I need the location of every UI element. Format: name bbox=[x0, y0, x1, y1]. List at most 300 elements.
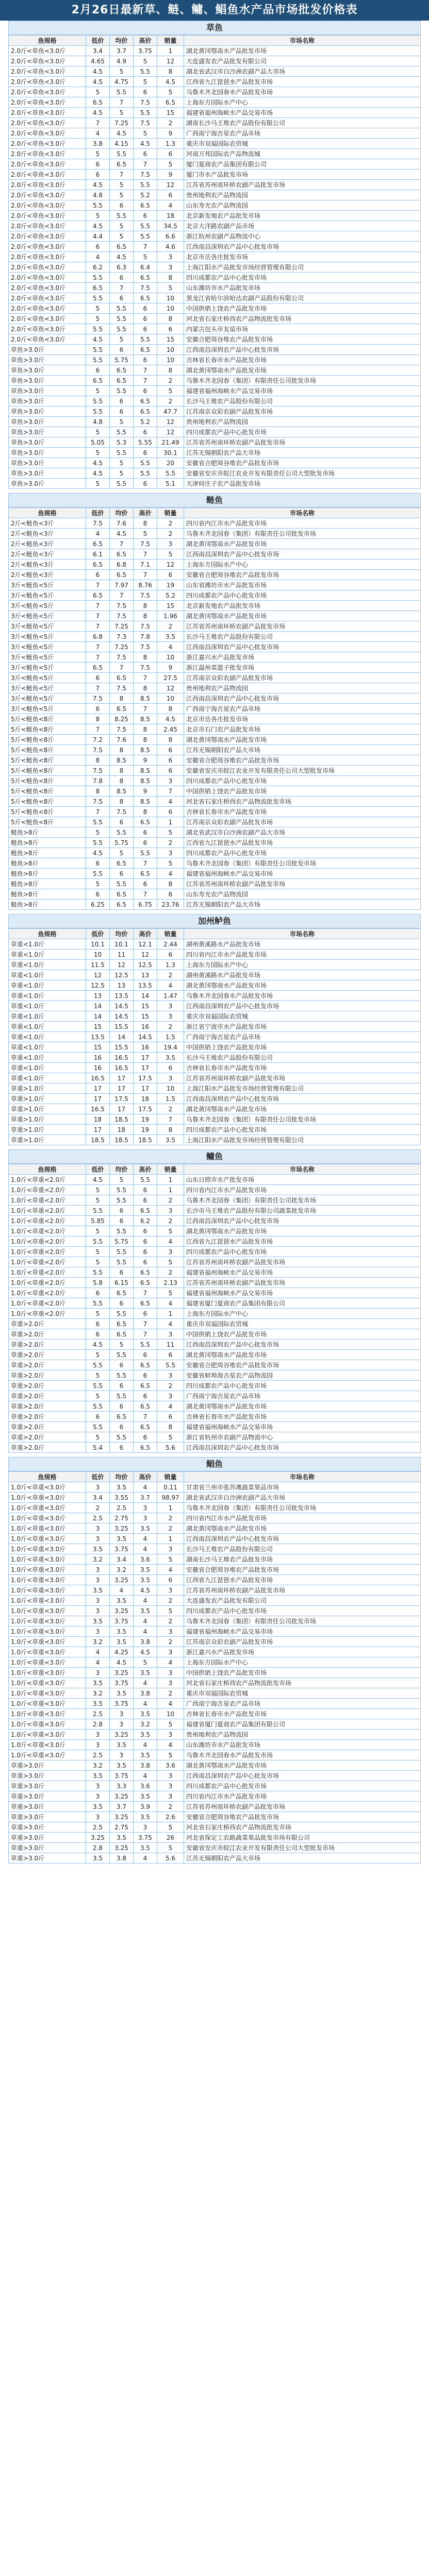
table-cell: 8 bbox=[110, 776, 134, 786]
table-cell: 1.0斤<草重<3.0斤 bbox=[9, 1534, 86, 1544]
section-title: 鳙鱼 bbox=[8, 1149, 421, 1164]
market-cell: 四川成都农产品中心批发市场 bbox=[184, 1606, 421, 1616]
column-header: 鱼规格 bbox=[9, 1164, 86, 1175]
table-row bbox=[9, 87, 421, 97]
table-cell: 4.8 bbox=[86, 417, 110, 427]
table-cell: 6.5 bbox=[110, 1329, 134, 1340]
section-3 bbox=[8, 1149, 421, 1453]
table-cell: 3.9 bbox=[134, 1802, 157, 1812]
market-cell: 上海东方国际水产中心 bbox=[184, 1309, 421, 1319]
table-row bbox=[9, 1350, 421, 1360]
table-cell: 19 bbox=[134, 1114, 157, 1125]
table-cell: 18 bbox=[157, 211, 184, 221]
table-cell: 5 bbox=[86, 1350, 110, 1360]
table-cell: 草重>1.0斤 bbox=[9, 1094, 86, 1104]
table-row bbox=[9, 960, 421, 970]
column-header: 销量 bbox=[157, 1472, 184, 1482]
table-cell: 3斤<鲢鱼<5斤 bbox=[9, 683, 86, 693]
table-cell: 16.5 bbox=[110, 1053, 134, 1063]
table-cell: 5 bbox=[86, 314, 110, 324]
table-cell: 2.0斤<草鱼<3.0斤 bbox=[9, 190, 86, 200]
table-cell: 5 bbox=[134, 77, 157, 87]
table-cell: 8 bbox=[157, 879, 184, 889]
table-cell: 12 bbox=[157, 560, 184, 570]
table-cell: 16 bbox=[134, 1022, 157, 1032]
market-cell: 湖北省武汉市白沙洲农副产品大市场 bbox=[184, 827, 421, 838]
table-cell: 草重<1.0斤 bbox=[9, 1073, 86, 1083]
market-cell: 北京大洋路农副产品市场 bbox=[184, 221, 421, 231]
table-cell: 6 bbox=[134, 303, 157, 314]
table-cell: 6.5 bbox=[86, 97, 110, 108]
market-cell: 上海东方国际水产中心 bbox=[184, 560, 421, 570]
table-cell: 2.0斤<草鱼<3.0斤 bbox=[9, 180, 86, 190]
table-cell: 5 bbox=[134, 128, 157, 139]
table-cell: 草重>1.0斤 bbox=[9, 1104, 86, 1114]
market-cell: 广西南宁海吉星农产品市场 bbox=[184, 1391, 421, 1401]
table-cell: 16 bbox=[86, 1063, 110, 1073]
table-cell: 7 bbox=[134, 1329, 157, 1340]
table-cell: 5 bbox=[110, 417, 134, 427]
table-cell: 7.5 bbox=[86, 518, 110, 529]
table-row bbox=[9, 1760, 421, 1771]
column-header: 均价 bbox=[110, 1472, 134, 1482]
table-cell: 5斤<鲢鱼<8斤 bbox=[9, 786, 86, 796]
table-cell: 5.5 bbox=[86, 1267, 110, 1278]
market-cell: 安徽省安庆市皖江农业开发有限责任公司大型批发市场 bbox=[184, 1843, 421, 1853]
table-cell: 1.0斤<草重<3.0斤 bbox=[9, 1750, 86, 1760]
header-row bbox=[9, 1164, 421, 1175]
table-cell: 3.75 bbox=[110, 1699, 134, 1709]
table-cell: 5.5 bbox=[134, 180, 157, 190]
table-row bbox=[9, 766, 421, 776]
table-row bbox=[9, 838, 421, 848]
table-row bbox=[9, 1482, 421, 1493]
table-cell: 17 bbox=[86, 1094, 110, 1104]
table-row bbox=[9, 458, 421, 468]
table-row bbox=[9, 642, 421, 652]
table-cell: 16.5 bbox=[110, 1063, 134, 1073]
table-cell: 6.5 bbox=[134, 396, 157, 406]
market-cell: 江苏省苏州南环桥农副产品批发市场 bbox=[184, 1585, 421, 1596]
table-cell: 6.2 bbox=[134, 1216, 157, 1226]
table-cell: 2 bbox=[157, 1688, 184, 1699]
table-cell: 6 bbox=[110, 406, 134, 417]
market-cell: 河北省石家庄桥西农产品物流批发市场 bbox=[184, 1678, 421, 1688]
table-cell: 4.25 bbox=[110, 1647, 134, 1657]
table-cell: 草鱼>3.0斤 bbox=[9, 479, 86, 489]
table-cell: 2斤<鲢鱼<3斤 bbox=[9, 529, 86, 539]
table-cell: 3 bbox=[86, 1791, 110, 1802]
market-cell: 吉林省长春市水产品批发市场 bbox=[184, 1412, 421, 1422]
table-cell: 1.0斤<草重<3.0斤 bbox=[9, 1719, 86, 1730]
table-cell: 3.25 bbox=[110, 1812, 134, 1822]
column-header: 低价 bbox=[86, 1472, 110, 1482]
table-cell: 6.5 bbox=[134, 1206, 157, 1216]
column-header: 均价 bbox=[110, 508, 134, 518]
table-cell: 3.5 bbox=[134, 1523, 157, 1534]
table-cell: 3.5 bbox=[157, 632, 184, 642]
market-cell: 乌鲁木齐北园春（集团）有限责任公司批发市场 bbox=[184, 1616, 421, 1626]
table-cell: 2斤<鲢鱼<3斤 bbox=[9, 518, 86, 529]
table-cell: 4 bbox=[134, 1616, 157, 1626]
table-cell: 3 bbox=[157, 1391, 184, 1401]
table-cell: 草重<1.0斤 bbox=[9, 1022, 86, 1032]
table-cell: 6.5 bbox=[134, 1381, 157, 1391]
table-cell: 3 bbox=[86, 1626, 110, 1637]
table-cell: 2.45 bbox=[157, 724, 184, 735]
table-cell: 8.5 bbox=[134, 766, 157, 776]
table-cell: 5.5 bbox=[110, 479, 134, 489]
table-row bbox=[9, 1381, 421, 1391]
table-cell: 5.5 bbox=[86, 869, 110, 879]
market-cell: 江苏无锡朝阳农产品大市场 bbox=[184, 448, 421, 458]
table-cell: 1.0斤<草重<3.0斤 bbox=[9, 1616, 86, 1626]
table-cell: 10.1 bbox=[110, 939, 134, 950]
table-cell: 8 bbox=[157, 1422, 184, 1432]
table-cell: 5斤<鲢鱼<8斤 bbox=[9, 735, 86, 745]
table-cell: 8 bbox=[157, 314, 184, 324]
table-cell: 6 bbox=[134, 87, 157, 97]
market-cell: 四川成都农产品中心批发市场 bbox=[184, 1125, 421, 1135]
table-row bbox=[9, 683, 421, 693]
table-cell: 2斤<鲢鱼<3斤 bbox=[9, 539, 86, 549]
table-cell: 2.0斤<草鱼<3.0斤 bbox=[9, 303, 86, 314]
market-cell: 湖北黄冈鄂南水产品批发市场 bbox=[184, 611, 421, 621]
table-cell: 2斤<鲢鱼<3斤 bbox=[9, 560, 86, 570]
table-cell: 6 bbox=[134, 1432, 157, 1443]
market-cell: 四川省内江市水产品批发市场 bbox=[184, 950, 421, 960]
table-cell: 6 bbox=[110, 345, 134, 355]
table-cell: 4.5 bbox=[110, 1657, 134, 1668]
table-cell: 2.0斤<草鱼<3.0斤 bbox=[9, 139, 86, 149]
table-cell: 3斤<鲢鱼<5斤 bbox=[9, 693, 86, 704]
table-cell: 10 bbox=[157, 652, 184, 663]
table-cell: 6 bbox=[157, 1412, 184, 1422]
market-cell: 重庆市双福国际农贸城 bbox=[184, 139, 421, 149]
table-cell: 2 bbox=[157, 1267, 184, 1278]
table-cell: 3.25 bbox=[110, 1575, 134, 1585]
table-cell: 5 bbox=[157, 1750, 184, 1760]
table-cell: 4 bbox=[157, 869, 184, 879]
table-cell: 草重>3.0斤 bbox=[9, 1822, 86, 1833]
market-cell: 中国供销上饶农产品批发市场 bbox=[184, 303, 421, 314]
market-cell: 乌鲁木齐北园春（集团）有限责任公司批发市场 bbox=[184, 529, 421, 539]
table-cell: 1 bbox=[157, 1175, 184, 1185]
table-cell: 5 bbox=[157, 283, 184, 293]
table-cell: 7 bbox=[86, 683, 110, 693]
table-cell: 5 bbox=[157, 87, 184, 97]
table-cell: 草重>2.0斤 bbox=[9, 1360, 86, 1370]
table-cell: 8 bbox=[134, 807, 157, 817]
table-cell: 7.5 bbox=[134, 118, 157, 128]
market-cell: 乌鲁木齐北园春（集团）有限责任公司批发市场 bbox=[184, 1195, 421, 1206]
table-cell: 17 bbox=[86, 1125, 110, 1135]
table-cell: 5.75 bbox=[110, 838, 134, 848]
table-row bbox=[9, 807, 421, 817]
market-cell: 福建省厦门夏商农产品集团有限公司 bbox=[184, 1719, 421, 1730]
table-cell: 6 bbox=[86, 365, 110, 376]
table-cell: 草重>2.0斤 bbox=[9, 1340, 86, 1350]
table-cell: 3.25 bbox=[110, 1730, 134, 1740]
table-cell: 3.25 bbox=[110, 1843, 134, 1853]
table-cell: 2.0斤<草鱼<3.0斤 bbox=[9, 149, 86, 159]
header-row bbox=[9, 36, 421, 46]
market-cell: 湖北黄冈鄂南水产品批发市场 bbox=[184, 1523, 421, 1534]
table-cell: 2 bbox=[157, 529, 184, 539]
table-row bbox=[9, 1781, 421, 1791]
market-cell: 浙江嘉兴水产品批发市场 bbox=[184, 1647, 421, 1657]
table-cell: 5.5 bbox=[157, 468, 184, 479]
table-cell: 17 bbox=[134, 1053, 157, 1063]
table-cell: 1 bbox=[157, 1534, 184, 1544]
table-cell: 7 bbox=[134, 1288, 157, 1298]
table-cell: 2.0斤<草鱼<3.0斤 bbox=[9, 118, 86, 128]
table-cell: 7.5 bbox=[134, 283, 157, 293]
table-cell: 6.5 bbox=[134, 1278, 157, 1288]
table-row bbox=[9, 1236, 421, 1247]
table-cell: 5.5 bbox=[86, 345, 110, 355]
table-row bbox=[9, 1771, 421, 1781]
table-cell: 8 bbox=[157, 273, 184, 283]
table-cell: 5 bbox=[110, 221, 134, 231]
table-cell: 7.5 bbox=[134, 539, 157, 549]
market-cell: 上海东方国际水产中心 bbox=[184, 1657, 421, 1668]
table-cell: 17 bbox=[110, 1104, 134, 1114]
table-cell: 2.0斤<草鱼<3.0斤 bbox=[9, 293, 86, 303]
table-cell: 6.5 bbox=[134, 406, 157, 417]
table-cell: 3.5 bbox=[110, 1833, 134, 1843]
market-cell: 四川成都农产品中心批发市场 bbox=[184, 1247, 421, 1257]
table-cell: 8.25 bbox=[110, 714, 134, 724]
table-cell: 7.5 bbox=[134, 642, 157, 652]
table-cell: 2.5 bbox=[110, 1503, 134, 1513]
table-cell: 2 bbox=[157, 518, 184, 529]
table-row bbox=[9, 611, 421, 621]
table-cell: 7 bbox=[134, 376, 157, 386]
table-cell: 8.5 bbox=[110, 786, 134, 796]
table-cell: 5 bbox=[86, 879, 110, 889]
table-row bbox=[9, 303, 421, 314]
table-cell: 11 bbox=[157, 1340, 184, 1350]
table-row bbox=[9, 1278, 421, 1288]
table-cell: 5.5 bbox=[86, 1236, 110, 1247]
table-row bbox=[9, 417, 421, 427]
table-cell: 7.5 bbox=[110, 611, 134, 621]
table-cell: 2 bbox=[157, 1216, 184, 1226]
table-cell: 草重>2.0斤 bbox=[9, 1350, 86, 1360]
market-cell: 上海东方国际水产中心 bbox=[184, 960, 421, 970]
table-cell: 5 bbox=[110, 848, 134, 858]
table-cell: 3斤<鲢鱼<5斤 bbox=[9, 580, 86, 590]
table-cell: 3 bbox=[157, 1011, 184, 1022]
table-cell: 5.5 bbox=[110, 1185, 134, 1195]
table-cell: 5.5 bbox=[110, 87, 134, 97]
table-cell: 17 bbox=[86, 1083, 110, 1094]
page-title: 2月26日最新草、鲢、鳙、鲳鱼水产品市场批发价格表 bbox=[0, 0, 429, 21]
table-cell: 27.5 bbox=[157, 673, 184, 683]
table-cell: 7 bbox=[134, 889, 157, 900]
table-cell: 6 bbox=[110, 396, 134, 406]
table-cell: 6 bbox=[134, 1185, 157, 1195]
market-cell: 江西南昌深圳农产品中心批发市场 bbox=[184, 345, 421, 355]
table-cell: 6 bbox=[157, 1350, 184, 1360]
table-cell: 5.5 bbox=[134, 231, 157, 242]
table-cell: 12 bbox=[86, 970, 110, 980]
table-cell: 7.5 bbox=[86, 796, 110, 807]
table-row bbox=[9, 345, 421, 355]
table-cell: 2 bbox=[157, 1513, 184, 1523]
market-cell: 上海江阳水产品批发市场经营管理有限公司 bbox=[184, 262, 421, 273]
table-cell: 5.2 bbox=[157, 590, 184, 601]
table-cell: 草重<1.0斤 bbox=[9, 1053, 86, 1063]
table-cell: 7.5 bbox=[110, 601, 134, 611]
table-row bbox=[9, 879, 421, 889]
table-cell: 6.5 bbox=[134, 293, 157, 303]
market-cell: 重庆市双福国际农贸城 bbox=[184, 1011, 421, 1022]
table-cell: 3.55 bbox=[110, 1493, 134, 1503]
column-header: 市场名称 bbox=[184, 1164, 421, 1175]
table-cell: 草鱼>3.0斤 bbox=[9, 458, 86, 468]
section-0 bbox=[8, 21, 421, 489]
market-cell: 江西南昌深圳农产品中心批发市场 bbox=[184, 1340, 421, 1350]
table-cell: 19 bbox=[134, 1125, 157, 1135]
table-cell: 5 bbox=[110, 468, 134, 479]
table-row bbox=[9, 1288, 421, 1298]
table-cell: 18.5 bbox=[110, 1114, 134, 1125]
table-cell: 5 bbox=[157, 1719, 184, 1730]
table-cell: 3.5 bbox=[110, 1760, 134, 1771]
table-row bbox=[9, 1750, 421, 1760]
table-cell: 7.8 bbox=[86, 776, 110, 786]
price-table bbox=[8, 1164, 421, 1453]
table-cell: 1.0斤<草重<3.0斤 bbox=[9, 1740, 86, 1750]
table-cell: 5.5 bbox=[110, 427, 134, 437]
market-cell: 福建省福州海峡水产品交易市场 bbox=[184, 1288, 421, 1298]
table-cell: 3.5 bbox=[110, 1740, 134, 1750]
market-cell: 江西南昌深圳农产品中心批发市场 bbox=[184, 693, 421, 704]
header-row bbox=[9, 929, 421, 939]
table-cell: 5 bbox=[157, 1843, 184, 1853]
table-cell: 2.0斤<草鱼<3.0斤 bbox=[9, 262, 86, 273]
table-cell: 3.25 bbox=[110, 1606, 134, 1616]
section-4 bbox=[8, 1457, 421, 1863]
table-cell: 3 bbox=[86, 1781, 110, 1791]
table-cell: 1.0斤<草重<2.0斤 bbox=[9, 1195, 86, 1206]
header-row bbox=[9, 1472, 421, 1482]
table-cell: 6 bbox=[134, 1391, 157, 1401]
market-cell: 广西南宁海吉星农产品市场 bbox=[184, 704, 421, 714]
table-cell: 5.5 bbox=[110, 211, 134, 221]
table-cell: 5斤<鲢鱼<8斤 bbox=[9, 766, 86, 776]
table-cell: 8 bbox=[134, 611, 157, 621]
table-cell: 1.0斤<草重<3.0斤 bbox=[9, 1513, 86, 1523]
table-row bbox=[9, 1668, 421, 1678]
table-cell: 3.5 bbox=[134, 1668, 157, 1678]
table-cell: 6.5 bbox=[110, 889, 134, 900]
table-cell: 2 bbox=[157, 838, 184, 848]
table-cell: 5.5 bbox=[86, 355, 110, 365]
table-cell: 6 bbox=[134, 355, 157, 365]
table-cell: 草重<1.0斤 bbox=[9, 950, 86, 960]
table-cell: 6 bbox=[86, 704, 110, 714]
market-cell: 安徽省合肥周谷堆农产品批发市场 bbox=[184, 458, 421, 468]
table-cell: 草重>1.0斤 bbox=[9, 1083, 86, 1094]
table-row bbox=[9, 776, 421, 786]
table-cell: 3.8 bbox=[134, 1760, 157, 1771]
table-row bbox=[9, 704, 421, 714]
market-cell: 乌鲁木齐北园春水产品批发市场 bbox=[184, 87, 421, 97]
table-cell: 7 bbox=[110, 663, 134, 673]
table-row bbox=[9, 1740, 421, 1750]
market-cell: 乌鲁木齐北园春（集团）有限责任公司批发市场 bbox=[184, 858, 421, 869]
market-cell: 湖北黄冈鄂南水产品批发市场 bbox=[184, 1350, 421, 1360]
table-cell: 7 bbox=[110, 170, 134, 180]
table-cell: 4 bbox=[86, 1657, 110, 1668]
table-cell: 15 bbox=[134, 1011, 157, 1022]
table-cell: 3 bbox=[157, 1678, 184, 1688]
table-cell: 3 bbox=[157, 539, 184, 549]
table-cell: 4 bbox=[134, 1596, 157, 1606]
table-cell: 6 bbox=[86, 858, 110, 869]
table-row bbox=[9, 1699, 421, 1709]
market-cell: 江西南昌深圳农产品中心批发市场 bbox=[184, 642, 421, 652]
table-cell: 8 bbox=[157, 66, 184, 77]
table-cell: 5.2 bbox=[134, 190, 157, 200]
table-cell: 5 bbox=[157, 827, 184, 838]
table-cell: 3.5 bbox=[134, 1730, 157, 1740]
market-cell: 北京市石门农产品批发市场 bbox=[184, 724, 421, 735]
table-cell: 1.47 bbox=[157, 991, 184, 1001]
table-cell: 8 bbox=[157, 704, 184, 714]
table-cell: 1.0斤<草重<3.0斤 bbox=[9, 1657, 86, 1668]
column-header: 市场名称 bbox=[184, 36, 421, 46]
table-cell: 14.5 bbox=[110, 1011, 134, 1022]
table-row bbox=[9, 108, 421, 118]
table-row bbox=[9, 324, 421, 334]
table-cell: 6 bbox=[134, 314, 157, 324]
market-cell: 上海江阳水产品批发市场经营管理有限公司 bbox=[184, 1083, 421, 1094]
table-cell: 5 bbox=[86, 1309, 110, 1319]
table-cell: 2.0斤<草鱼<3.0斤 bbox=[9, 159, 86, 170]
table-cell: 1.96 bbox=[157, 611, 184, 621]
table-cell: 7.25 bbox=[110, 642, 134, 652]
table-row bbox=[9, 1104, 421, 1114]
table-row bbox=[9, 724, 421, 735]
table-row bbox=[9, 448, 421, 458]
table-row bbox=[9, 77, 421, 87]
table-cell: 7 bbox=[110, 283, 134, 293]
column-header: 均价 bbox=[110, 929, 134, 939]
table-cell: 6 bbox=[134, 448, 157, 458]
table-cell: 14 bbox=[86, 1011, 110, 1022]
table-cell: 5 bbox=[86, 479, 110, 489]
table-cell: 13 bbox=[134, 970, 157, 980]
column-header: 高价 bbox=[134, 929, 157, 939]
table-cell: 5 bbox=[134, 529, 157, 539]
table-cell: 6.5 bbox=[110, 1288, 134, 1298]
table-cell: 15.5 bbox=[110, 1042, 134, 1053]
market-cell: 湖北黄冈鄂南水产品批发市场 bbox=[184, 365, 421, 376]
table-cell: 3 bbox=[157, 252, 184, 262]
table-cell: 6 bbox=[134, 1247, 157, 1257]
table-cell: 17.5 bbox=[134, 1104, 157, 1114]
section-1 bbox=[8, 493, 421, 910]
table-row bbox=[9, 427, 421, 437]
market-cell: 中国供销上饶农产品批发市场 bbox=[184, 1668, 421, 1678]
table-cell: 6 bbox=[134, 149, 157, 159]
table-cell: 8 bbox=[110, 745, 134, 755]
section-2 bbox=[8, 914, 421, 1145]
